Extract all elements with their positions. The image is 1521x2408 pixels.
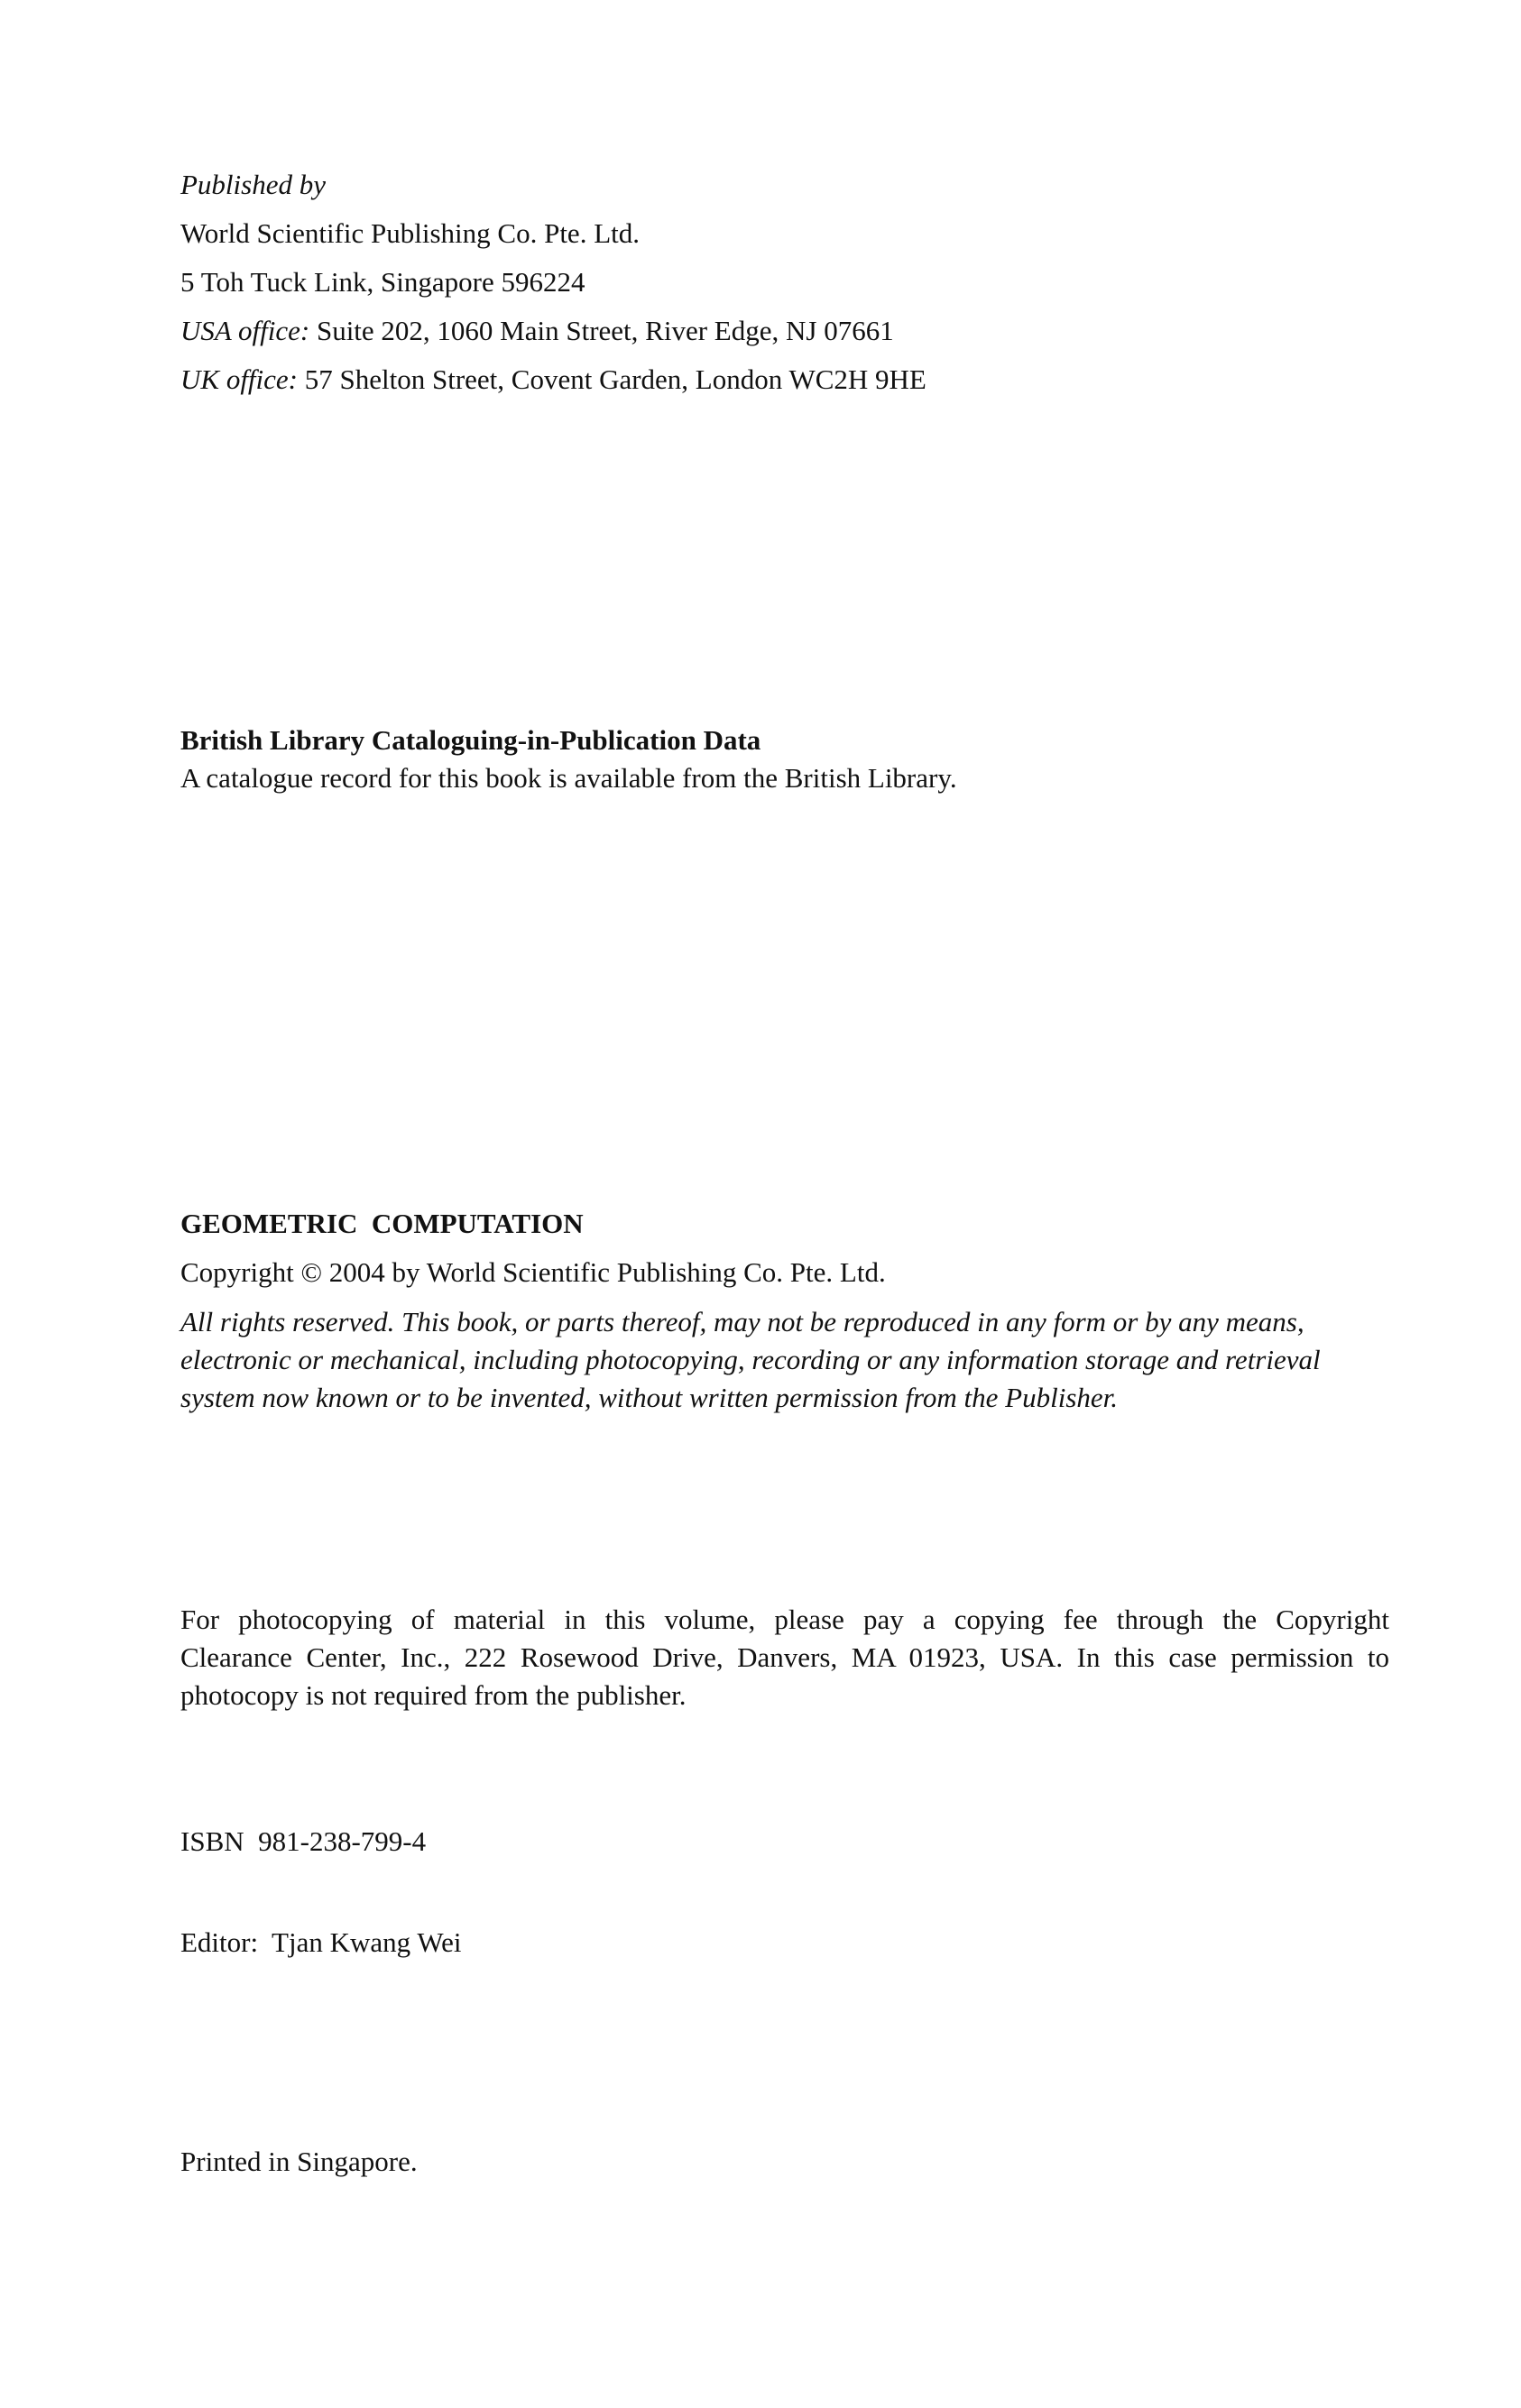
uk-office — [180, 355, 1389, 404]
book-title: GEOMETRIC COMPUTATION — [180, 1208, 584, 1239]
cip-heading: British Library Cataloguing-in-Publication Data — [180, 724, 761, 756]
photocopy-notice — [180, 1601, 1389, 1714]
uk-office-label: UK office: — [180, 363, 298, 395]
cip-text: A catalogue record for this book is available from the British Library. — [180, 762, 957, 794]
cip-data — [180, 721, 1389, 797]
printed-in-block — [180, 2137, 1389, 2186]
publisher-info — [180, 161, 1389, 404]
rights-line: system now known or to be invented, without written permission from the Publisher. — [180, 1382, 1119, 1413]
photocopy-line: For photocopying of material in this volume, please pay a copying fee through the Copyright — [180, 1604, 1389, 1635]
rights-line: All rights reserved. This book, or parts thereof, may not be reproduced in any form or by any means, — [180, 1306, 1304, 1337]
uk-office-address: 57 Shelton Street, Covent Garden, London WC2H 9HE — [304, 363, 926, 395]
rights-line: electronic or mechanical, including photocopying, recording or any information storage and retrieval — [180, 1344, 1321, 1375]
publisher-address: 5 Toh Tuck Link, Singapore 596224 — [180, 266, 585, 298]
publisher-name: World Scientific Publishing Co. Pte. Ltd. — [180, 217, 640, 249]
rights-notice — [180, 1303, 1389, 1417]
isbn: ISBN 981-238-799-4 — [180, 1825, 427, 1857]
photocopy-line: Clearance Center, Inc., 222 Rosewood Drive, Danvers, MA 01923, USA. In this case permission to — [180, 1641, 1389, 1673]
book-title-block — [180, 1199, 1389, 1297]
isbn-block — [180, 1817, 1389, 1866]
photocopy-line: photocopy is not required from the publisher. — [180, 1679, 687, 1711]
editor: Editor: Tjan Kwang Wei — [180, 1926, 462, 1958]
usa-office-label: USA office: — [180, 315, 310, 346]
editor-block — [180, 1918, 1389, 1967]
usa-office-address: Suite 202, 1060 Main Street, River Edge, NJ 07661 — [316, 315, 894, 346]
printed-in: Printed in Singapore. — [180, 2146, 418, 2177]
usa-office — [180, 307, 1389, 355]
published-by-label: Published by — [180, 169, 326, 200]
copyright-line: Copyright © 2004 by World Scientific Publishing Co. Pte. Ltd. — [180, 1256, 886, 1288]
